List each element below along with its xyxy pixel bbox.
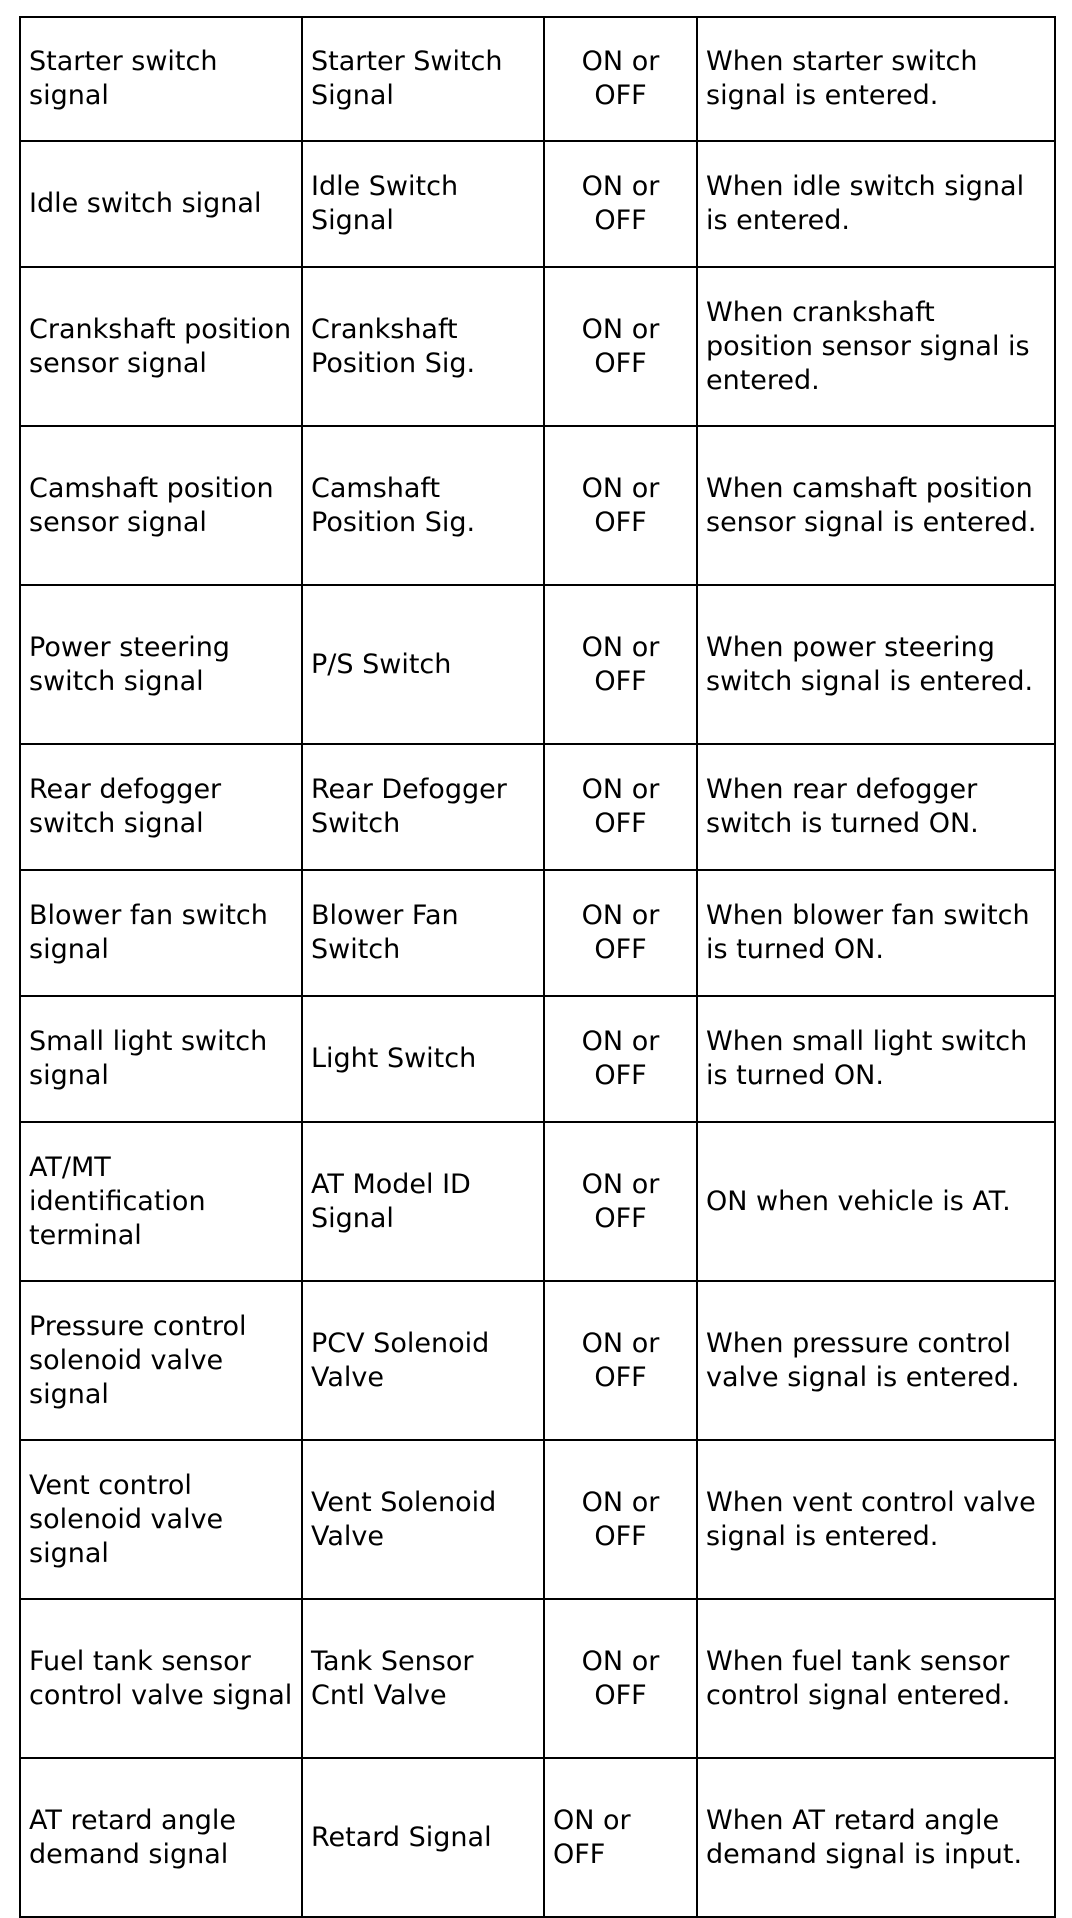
range-cell: ON or OFF — [544, 1122, 697, 1281]
description-cell: Starter switch signal — [20, 17, 302, 141]
range-cell: ON or OFF — [544, 141, 697, 267]
range-cell: ON or OFF — [544, 17, 697, 141]
range-cell: ON or OFF — [544, 426, 697, 585]
description-cell: Fuel tank sensor control valve signal — [20, 1599, 302, 1758]
table-row — [20, 1122, 1055, 1281]
display-cell: Crankshaft Position Sig. — [302, 267, 544, 426]
table-row — [20, 1599, 1055, 1758]
description-cell: AT retard angle demand signal — [20, 1758, 302, 1917]
table-row — [20, 426, 1055, 585]
table-row — [20, 1758, 1055, 1917]
description-cell: Small light switch signal — [20, 996, 302, 1122]
description-cell: Camshaft position sensor signal — [20, 426, 302, 585]
description-cell: Vent control solenoid valve signal — [20, 1440, 302, 1599]
range-cell: ON or OFF — [544, 870, 697, 996]
display-cell: Vent Solenoid Valve — [302, 1440, 544, 1599]
description-cell: Rear defogger switch signal — [20, 744, 302, 870]
condition-cell: When vent control valve signal is entered. — [697, 1440, 1055, 1599]
display-cell: P/S Switch — [302, 585, 544, 744]
table-row — [20, 585, 1055, 744]
range-cell: ON or OFF — [544, 1440, 697, 1599]
range-cell: ON or OFF — [544, 267, 697, 426]
condition-cell: When fuel tank sensor control signal entered. — [697, 1599, 1055, 1758]
range-cell: ON or OFF — [544, 1599, 697, 1758]
description-cell: Power steering switch signal — [20, 585, 302, 744]
description-cell: AT/MT identification terminal — [20, 1122, 302, 1281]
display-cell: Retard Signal — [302, 1758, 544, 1917]
condition-cell: When blower fan switch is turned ON. — [697, 870, 1055, 996]
range-cell: ON or OFF — [544, 585, 697, 744]
table-row — [20, 744, 1055, 870]
table-row — [20, 141, 1055, 267]
condition-cell: When crankshaft position sensor signal is entered. — [697, 267, 1055, 426]
table-row — [20, 996, 1055, 1122]
condition-cell: When AT retard angle demand signal is input. — [697, 1758, 1055, 1917]
description-cell: Idle switch signal — [20, 141, 302, 267]
display-cell: Idle Switch Signal — [302, 141, 544, 267]
display-cell: Starter Switch Signal — [302, 17, 544, 141]
signal-table — [19, 16, 1056, 1918]
description-cell: Pressure control solenoid valve signal — [20, 1281, 302, 1440]
display-cell: Light Switch — [302, 996, 544, 1122]
condition-cell: When pressure control valve signal is entered. — [697, 1281, 1055, 1440]
condition-cell: When starter switch signal is entered. — [697, 17, 1055, 141]
range-cell: ON or OFF — [544, 1758, 697, 1917]
condition-cell: When idle switch signal is entered. — [697, 141, 1055, 267]
condition-cell: When rear defogger switch is turned ON. — [697, 744, 1055, 870]
description-cell: Crankshaft position sensor signal — [20, 267, 302, 426]
display-cell: Rear Defogger Switch — [302, 744, 544, 870]
table-row — [20, 267, 1055, 426]
table-row — [20, 17, 1055, 141]
display-cell: AT Model ID Signal — [302, 1122, 544, 1281]
range-cell: ON or OFF — [544, 744, 697, 870]
display-cell: Camshaft Position Sig. — [302, 426, 544, 585]
condition-cell: ON when vehicle is AT. — [697, 1122, 1055, 1281]
table-row — [20, 1440, 1055, 1599]
condition-cell: When camshaft position sensor signal is entered. — [697, 426, 1055, 585]
description-cell: Blower fan switch signal — [20, 870, 302, 996]
range-cell: ON or OFF — [544, 996, 697, 1122]
condition-cell: When power steering switch signal is entered. — [697, 585, 1055, 744]
condition-cell: When small light switch is turned ON. — [697, 996, 1055, 1122]
table-row — [20, 870, 1055, 996]
display-cell: Tank Sensor Cntl Valve — [302, 1599, 544, 1758]
range-cell: ON or OFF — [544, 1281, 697, 1440]
table-row — [20, 1281, 1055, 1440]
display-cell: PCV Solenoid Valve — [302, 1281, 544, 1440]
display-cell: Blower Fan Switch — [302, 870, 544, 996]
